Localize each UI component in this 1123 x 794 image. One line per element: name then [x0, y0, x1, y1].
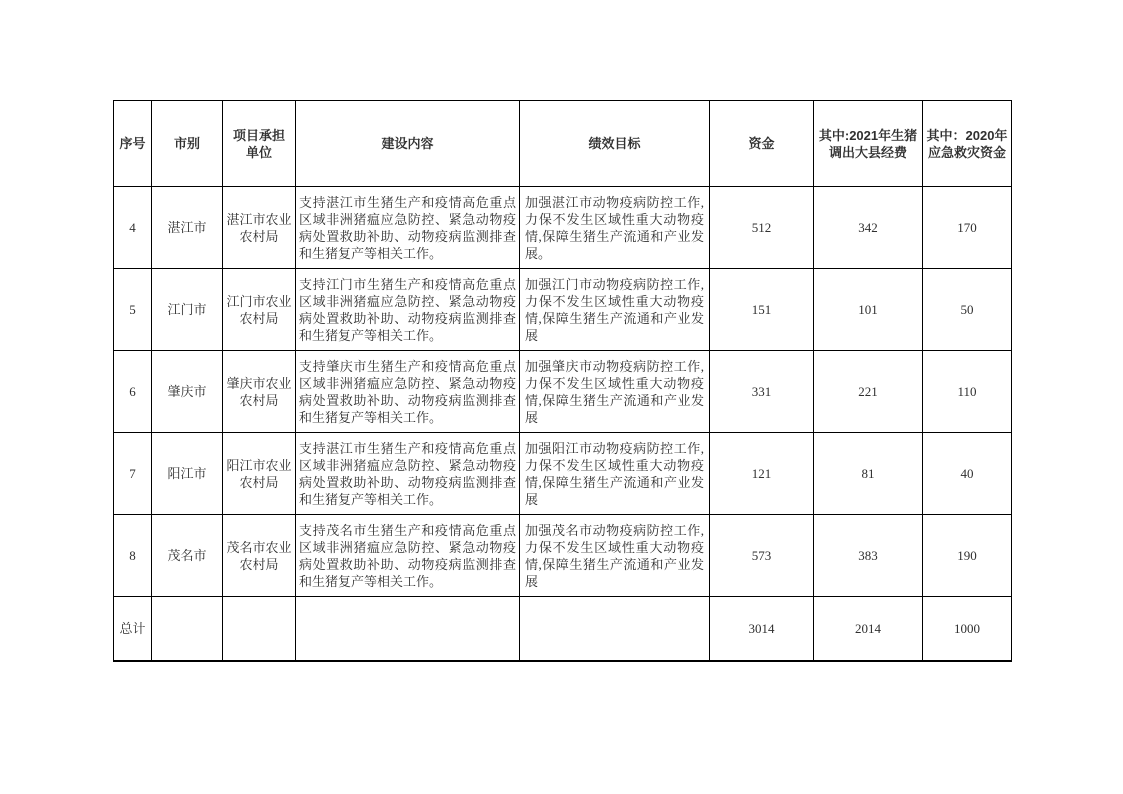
total-target-cell — [520, 597, 710, 661]
city-cell: 肇庆市 — [152, 351, 223, 433]
header-content: 建设内容 — [296, 101, 520, 187]
target-cell: 加强湛江市动物疫病防控工作,力保不发生区域性重大动物疫情,保障生猪生产流通和产业发展。 — [520, 187, 710, 269]
content-cell: 支持湛江市生猪生产和疫情高危重点区域非洲猪瘟应急防控、紧急动物疫病处置救助补助、动物疫病监测排查和生猪复产等相关工作。 — [296, 187, 520, 269]
table-row-zhaoqing — [114, 351, 1012, 433]
city-cell: 江门市 — [152, 269, 223, 351]
sub2021-cell: 221 — [814, 351, 923, 433]
target-cell: 加强阳江市动物疫病防控工作,力保不发生区域性重大动物疫情,保障生猪生产流通和产业发展 — [520, 433, 710, 515]
sub2020-cell: 50 — [923, 269, 1012, 351]
fund-cell: 331 — [710, 351, 814, 433]
serial-cell: 5 — [114, 269, 152, 351]
serial-cell: 8 — [114, 515, 152, 597]
header-row — [114, 101, 1012, 187]
total-city-cell — [152, 597, 223, 661]
header-sub2021: 其中:2021年生猪调出大县经费 — [814, 101, 923, 187]
sub2021-cell: 383 — [814, 515, 923, 597]
fund-cell: 121 — [710, 433, 814, 515]
sub2021-cell: 342 — [814, 187, 923, 269]
header-unit: 项目承担单位 — [223, 101, 296, 187]
table-row-yangjiang — [114, 433, 1012, 515]
content-cell: 支持湛江市生猪生产和疫情高危重点区域非洲猪瘟应急防控、紧急动物疫病处置救助补助、动物疫病监测排查和生猪复产等相关工作。 — [296, 433, 520, 515]
table-row-jiangmen — [114, 269, 1012, 351]
fund-cell: 151 — [710, 269, 814, 351]
table-row-zhanjiang — [114, 187, 1012, 269]
unit-cell: 肇庆市农业农村局 — [223, 351, 296, 433]
unit-cell: 阳江市农业农村局 — [223, 433, 296, 515]
target-cell: 加强茂名市动物疫病防控工作,力保不发生区域性重大动物疫情,保障生猪生产流通和产业发展 — [520, 515, 710, 597]
city-cell: 茂名市 — [152, 515, 223, 597]
header-fund: 资金 — [710, 101, 814, 187]
serial-cell: 4 — [114, 187, 152, 269]
sub2021-cell: 81 — [814, 433, 923, 515]
content-cell: 支持茂名市生猪生产和疫情高危重点区域非洲猪瘟应急防控、紧急动物疫病处置救助补助、动物疫病监测排查和生猪复产等相关工作。 — [296, 515, 520, 597]
unit-cell: 茂名市农业农村局 — [223, 515, 296, 597]
serial-cell: 6 — [114, 351, 152, 433]
unit-cell: 湛江市农业农村局 — [223, 187, 296, 269]
sub2020-cell: 170 — [923, 187, 1012, 269]
sub2020-cell: 40 — [923, 433, 1012, 515]
target-cell: 加强肇庆市动物疫病防控工作,力保不发生区域性重大动物疫情,保障生猪生产流通和产业发展 — [520, 351, 710, 433]
header-city: 市别 — [152, 101, 223, 187]
total-sub2020-cell: 1000 — [923, 597, 1012, 661]
header-target: 绩效目标 — [520, 101, 710, 187]
content-cell: 支持肇庆市生猪生产和疫情高危重点区域非洲猪瘟应急防控、紧急动物疫病处置救助补助、动物疫病监测排查和生猪复产等相关工作。 — [296, 351, 520, 433]
sub2021-cell: 101 — [814, 269, 923, 351]
city-cell: 湛江市 — [152, 187, 223, 269]
sub2020-cell: 110 — [923, 351, 1012, 433]
header-sub2020: 其中：2020年应急救灾资金 — [923, 101, 1012, 187]
content-cell: 支持江门市生猪生产和疫情高危重点区域非洲猪瘟应急防控、紧急动物疫病处置救助补助、动物疫病监测排查和生猪复产等相关工作。 — [296, 269, 520, 351]
total-row — [114, 597, 1012, 661]
table-row-maoming — [114, 515, 1012, 597]
total-content-cell — [296, 597, 520, 661]
fund-cell: 512 — [710, 187, 814, 269]
target-cell: 加强江门市动物疫病防控工作,力保不发生区域性重大动物疫情,保障生猪生产流通和产业发展 — [520, 269, 710, 351]
total-label-cell: 总计 — [114, 597, 152, 661]
total-fund-cell: 3014 — [710, 597, 814, 661]
header-serial: 序号 — [114, 101, 152, 187]
total-sub2021-cell: 2014 — [814, 597, 923, 661]
total-unit-cell — [223, 597, 296, 661]
serial-cell: 7 — [114, 433, 152, 515]
sub2020-cell: 190 — [923, 515, 1012, 597]
fund-cell: 573 — [710, 515, 814, 597]
pig-epidemic-funding-table — [113, 100, 1012, 662]
city-cell: 阳江市 — [152, 433, 223, 515]
unit-cell: 江门市农业农村局 — [223, 269, 296, 351]
